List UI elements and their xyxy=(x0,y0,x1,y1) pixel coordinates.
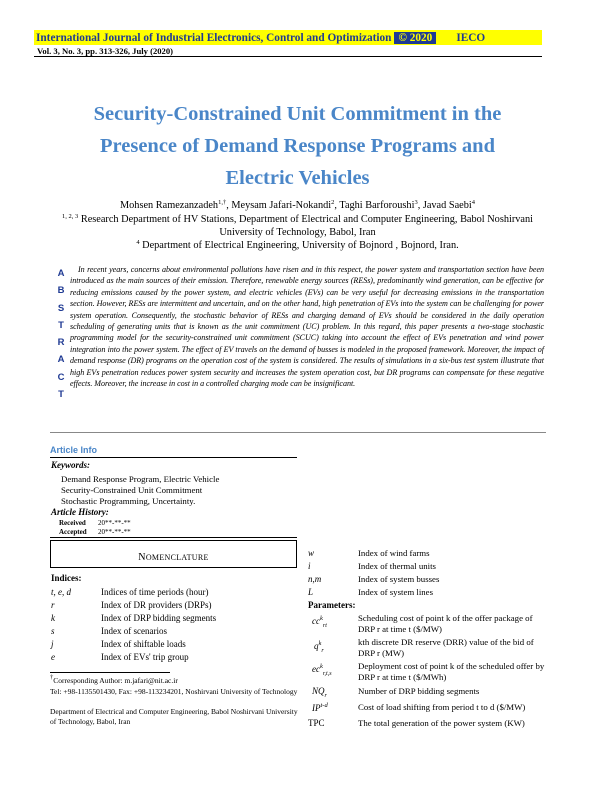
abstract-divider xyxy=(50,432,546,433)
author-name: , Taghi Barforoushi xyxy=(334,200,415,211)
index-description: Index of thermal units xyxy=(358,561,436,571)
param-description: The total generation of the power system (KW) xyxy=(358,718,525,728)
parameters-label: Parameters: xyxy=(308,600,356,610)
abstract-body xyxy=(70,264,544,428)
title-line: Security-Constrained Unit Commitment in the xyxy=(93,103,502,125)
history-label: Article History: xyxy=(51,507,109,517)
index-symbol: w xyxy=(308,548,315,558)
affiliation-2 xyxy=(30,240,565,252)
index-symbol: i xyxy=(308,561,311,571)
paper-title xyxy=(40,98,555,194)
author-sup: 1,† xyxy=(218,199,227,206)
index-description: Index of DRP bidding segments xyxy=(101,613,217,623)
author-list xyxy=(30,200,565,212)
index-description: Index of scenarios xyxy=(101,626,167,636)
journal-name: International Journal of Industrial Electronics, Control and Optimization xyxy=(36,31,392,44)
author-name: Mohsen Ramezanzadeh xyxy=(120,200,219,211)
param-description: Deployment cost of point k of the scheduled offer by DRP r at time t ($/MWh) xyxy=(358,661,545,682)
received-label: Received xyxy=(59,519,86,527)
header-divider xyxy=(34,56,542,57)
article-info-divider-bottom xyxy=(50,537,297,538)
param-description: kth discrete DR reserve (DRR) value of the bid of DRP r (MW) xyxy=(358,637,534,658)
affiliation-sup: 1, 2, 3 xyxy=(62,213,79,220)
journal-header-bar xyxy=(34,30,542,45)
param-symbol: $q^k_r$ xyxy=(314,640,324,654)
param-symbol: $NQ_r$ xyxy=(312,686,327,699)
abstract-letter: T xyxy=(58,319,64,331)
abstract-letter: S xyxy=(57,302,65,314)
abstract-letter: A xyxy=(57,268,65,279)
index-symbol: n,m xyxy=(308,574,322,584)
abstract-letter: A xyxy=(57,354,65,366)
index-description: Index of system lines xyxy=(358,587,434,597)
author-sup: 4 xyxy=(471,199,475,206)
article-info-heading: Article Info xyxy=(50,445,98,455)
affiliation-text: Research Department of HV Stations, Department of Electrical and Computer Engineering, Babol Noshirvani xyxy=(78,214,533,225)
param-description: Scheduling cost of point k of the offer package of DRP r at time t ($/MW) xyxy=(358,613,533,634)
affiliation-sup: 4 xyxy=(136,239,140,246)
param-description: Cost of load shifting from period t to d ($/MW) xyxy=(358,702,526,712)
index-symbol: r xyxy=(51,600,55,610)
accepted-date: 20**-**-** xyxy=(98,528,131,536)
index-symbol: t, e, d xyxy=(51,587,71,597)
param-symbol: $cc^k_{rt}$ xyxy=(312,615,327,629)
received-date: 20**-**-** xyxy=(98,519,131,527)
title-line: Presence of Demand Response Programs and xyxy=(100,135,495,157)
corresponding-author: †Corresponding Author: m.jafari@nit.ac.ir xyxy=(50,674,178,685)
keyword-line: Stochastic Programming, Uncertainty. xyxy=(61,496,196,506)
accepted-label: Accepted xyxy=(59,528,87,536)
index-symbol: k xyxy=(51,613,55,623)
journal-abbreviation: IECO xyxy=(456,31,486,44)
index-symbol: s xyxy=(51,626,55,636)
abstract-side-label xyxy=(54,268,68,406)
keyword-line: Demand Response Program, Electric Vehicle xyxy=(61,474,220,484)
author-name: , Javad Saebi xyxy=(417,200,472,211)
index-symbol: e xyxy=(51,652,55,662)
nomenclature-title-initial: N xyxy=(138,552,146,563)
affiliation-1 xyxy=(30,214,565,226)
index-description: Index of shiftable loads xyxy=(101,639,186,649)
affiliation-1-continued: University of Technology, Babol, Iran xyxy=(219,227,376,238)
author-sup: 2 xyxy=(331,199,335,206)
author-name: , Meysam Jafari-Nokandi xyxy=(226,200,332,211)
abstract-letter: B xyxy=(57,285,65,297)
index-symbol: L xyxy=(308,587,314,597)
param-symbol: IP$^{t-d}$ xyxy=(312,702,328,713)
footnote-divider xyxy=(50,672,170,673)
param-symbol: $ec^k_{r,t,s}$ xyxy=(312,663,332,677)
abstract-text: In recent years, concerns about environmental pollutions have risen and in this respect, the power system and transportation section have been introduced as the main sources of their emission. Therefore, renewable energy sources (RESs), predominantly wind generation, can be effective for reducing emissions caused by the power system, and electric vehicles (EVs) can be very useful for decreasing emissions in the transportation section. However, RESs are intermittent and uncertain, and on the other hand, high penetration of EVs into the system can be challenging for power system operation. Consequently, the stochastic behavior of RESs and charging demand of EVs should be considered in the daily operation scheduling of generating units that is known as the unit commitment (UC) problem. In this regard, this paper presents a two-stage stochastic programming model for the security-constrained unit commitment (SCUC) taking into account the effect of EVs penetration and wind power integration into the power system. The effect of EV travels on the demand of busses is modeled in the proposed framework. Moreover, the impact of demand response (DR) programs on the operation cost of the system is considered. The results of simulations in a six-bus test system illustrate that high EVs penetration reduces power system security and increases the system operation cost, but DR programs can compensate for these negative effects. Moreover, the increase in cost in a controlled charging mode can be insignificant. xyxy=(70,265,544,389)
keywords-label: Keywords: xyxy=(51,460,90,470)
title-line: Electric Vehicles xyxy=(225,167,370,189)
contact-phone-fax: Tel: +98-1135501430, Fax: +98-113234201, Noshirvani University of Technology xyxy=(50,687,298,696)
nomenclature-title xyxy=(50,552,297,563)
abstract-letter: T xyxy=(58,389,64,401)
author-sup: 3 xyxy=(414,199,418,206)
abstract-letter: R xyxy=(57,337,65,349)
index-description: Index of wind farms xyxy=(358,548,430,558)
article-info-divider xyxy=(50,457,297,458)
index-description: Indices of time periods (hour) xyxy=(101,587,209,597)
indices-label: Indices: xyxy=(51,573,82,583)
index-description: Index of system busses xyxy=(358,574,440,584)
corresponding-department: Department of Electrical and Computer Engineering, Babol Noshirvani University of Technology, Babol, Iran xyxy=(50,707,298,726)
affiliation-text: Department of Electrical Engineering, University of Bojnord , Bojnord, Iran. xyxy=(139,240,459,251)
volume-info: Vol. 3, No. 3, pp. 313-326, July (2020) xyxy=(37,46,174,56)
index-description: Index of EVs' trip group xyxy=(101,652,189,662)
param-symbol: TPC xyxy=(308,718,325,728)
index-symbol: j xyxy=(51,639,54,649)
nomenclature-title-rest: OMENCLATURE xyxy=(145,553,209,562)
param-description: Number of DRP bidding segments xyxy=(358,686,480,696)
keyword-line: Security-Constrained Unit Commitment xyxy=(61,485,203,495)
journal-year: © 2020 xyxy=(394,32,436,44)
abstract-letter: C xyxy=(57,371,65,383)
index-description: Index of DR providers (DRPs) xyxy=(101,600,212,610)
